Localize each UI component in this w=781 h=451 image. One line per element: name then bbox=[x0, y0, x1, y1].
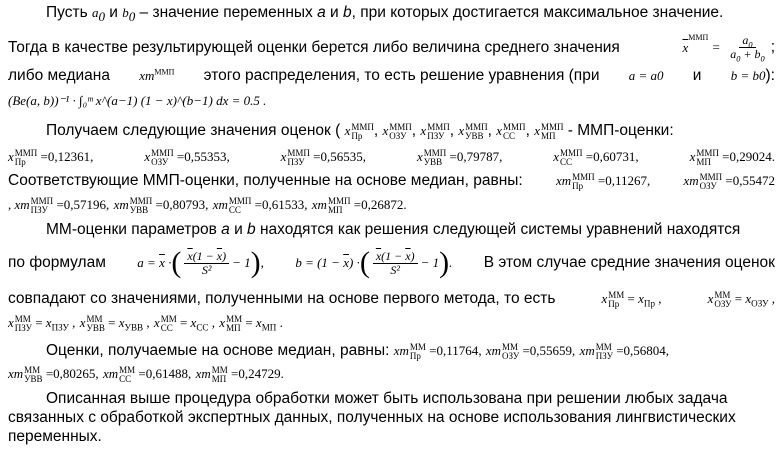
p5-line1: Описанная выше процедура обработки может быть использована при решении любых задача bbox=[46, 390, 728, 407]
formula-a: $a = \overline{x}$ · ( $\frac{\overline{x}(1 - \overline{x})}{\text{S²}}$ − 1 ) , bbox=[137, 246, 264, 279]
p3-line4: x ММ ПЗУ = $x_{ПЗУ}$ , x ММ УВВ = $x_{УВВ}$ , x ММ СС = $x_{СС}$ , x ММ МП = $x_{МП}$ . bbox=[8, 314, 283, 334]
p3-line2: по формулам $a = \overline{x}$ · ( $\frac{\overline{x}(1 - \overline{x})}{\text{S²}}$ − 1 ) , $b = (1 - \overline{x})$ · ( $\frac{\overline{x}(1 - \overline{x})}{\text{S²}}$ − 1 ) . В этом случае средние значения оценок bbox=[8, 246, 775, 279]
p2-line3: Соответствующие ММП-оценки, полученные на основе медиан, равны: xm ММП Пр =0,11267, xm ММП ОЗУ =0,55472 bbox=[8, 172, 775, 192]
p3-line3: совпадают со значениями, полученными на основе первого метода, то есть x ММ Пр = $x_{Пр}$ , x ММ ОЗУ = $x_{ОЗУ}$ , bbox=[8, 290, 775, 310]
p1-line3: либо медиана $xm^{ММП}$ этого распределения, то есть решение уравнения (при a = a0 и b = b0): bbox=[8, 67, 775, 84]
p1-line1: Пусть $a_0$ и $b_0$ – значение переменных a и b, при которых достигается максимальное значение. bbox=[46, 4, 724, 25]
formula-b: $b = (1 - \overline{x})$ · ( $\frac{\overline{x}(1 - \overline{x})}{\text{S²}}$ − 1 ) . bbox=[295, 246, 453, 279]
p5-line2: связанных с обработкой экспертных данных, полученных на основе использования лингвистических bbox=[8, 409, 736, 426]
p1-line2: Тогда в качестве результирующей оценки берется либо величина среднего значения $\overline{x}^{ММП}$ = $\frac{a_0}{a_0 + b_0}$ ; bbox=[8, 33, 775, 64]
p3-line1: ММ-оценки параметров a и b находятся как решения следующей системы уравнений находятся bbox=[46, 221, 741, 238]
p1-line4-equation: (Be(a, b))⁻¹ · ∫₀ᵐ x^(a−1) (1 − x)^(b−1) dx = 0.5 . bbox=[8, 93, 267, 108]
p5-line3: переменных. bbox=[8, 428, 102, 445]
mean-formula: $\overline{x}^{ММП}$ bbox=[682, 33, 709, 55]
p2-line1: Получаем следующие значения оценок ( x ММП Пр , x ММП ОЗУ , x ММП ПЗУ , x ММП УВВ , x ММП СС , x ММП МП - ММП-оценки: bbox=[46, 122, 674, 142]
p4-line2: xm ММ УВВ =0,80265, xm ММ СС =0,61488, xm ММ МП =0,24729. bbox=[8, 365, 284, 385]
p2-line4: , xm ММП ПЗУ =0,57196, xm ММП УВВ =0,80793, xm ММП СС =0,61533, xm ММП МП =0,26872. bbox=[8, 196, 407, 216]
p2-line2-mmp-values: x ММП Пр =0,12361, x ММП ОЗУ =0,55353, x ММП ПЗУ =0,56535, x ММП УВВ =0,79787, x ММП СС =0,60731, x ММП МП =0,29024. bbox=[8, 148, 775, 168]
p4-line1: Оценки, получаемые на основе медиан, равны: xm ММ Пр =0,11764, xm ММ ОЗУ =0,55659, xm ММ ПЗУ =0,56804, bbox=[46, 342, 670, 362]
